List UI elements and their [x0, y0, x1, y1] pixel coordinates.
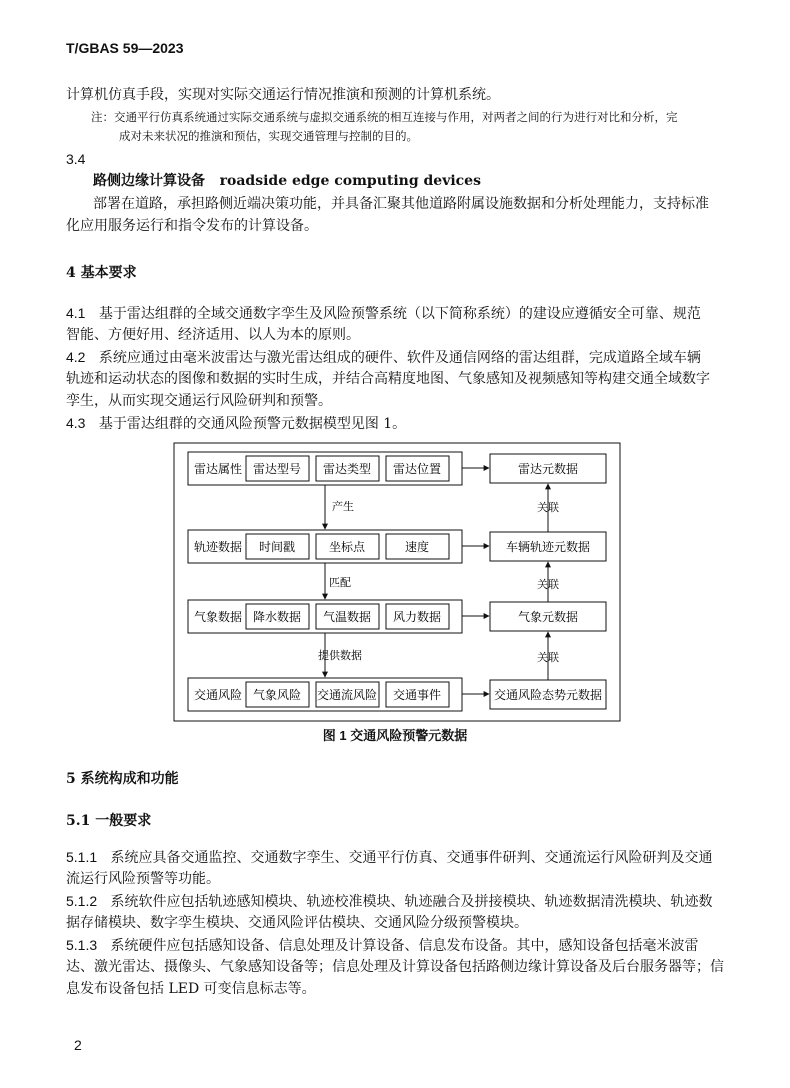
clause-4-3-text: 基于雷达组群的交通风险预警元数据模型见图 1。 [98, 416, 407, 432]
clause-5-1-2-line-2: 据存储模块、数字孪生模块、交通风险评估模块、交通风险分级预警模块。 [66, 915, 528, 931]
term-def-line-1: 部署在道路，承担路侧近端决策功能，并具备汇聚其他道路附属设施数据和分析处理能力，支持标准 [93, 196, 709, 212]
down-arrow-label: 匹配 [329, 576, 351, 589]
meta-label: 气象元数据 [517, 610, 579, 624]
row-label: 雷达属性 [194, 462, 243, 476]
clause-5-1-3-line-2: 达、激光雷达、摄像头、气象感知设备等；信息处理及计算设备包括路侧边缘计算设备及后台服务器等；信 [66, 959, 724, 975]
section-5-1-heading: 5.1 一般要求 [66, 813, 152, 829]
clause-5-1-1-line-1 [66, 846, 713, 869]
clause-4-3-number: 4.3 [66, 415, 86, 431]
row-label: 轨迹数据 [194, 540, 243, 554]
item-label: 坐标点 [328, 540, 366, 554]
clause-4-1-line-2: 智能、方便好用、经济适用、以人为本的原则。 [66, 327, 360, 343]
row-label: 气象数据 [194, 610, 243, 624]
item-label: 风力数据 [392, 610, 442, 624]
note-line-1: 注：交通平行仿真系统通过实际交通系统与虚拟交通系统的相互连接与作用，对两者之间的行为进行对比和分析，完 [91, 110, 678, 124]
item-label: 气温数据 [322, 610, 372, 624]
term-number: 3.4 [66, 151, 86, 167]
clause-5-1-2-text: 系统软件应包括轨迹感知模块、轨迹校准模块、轨迹融合及拼接模块、轨迹数据清洗模块、轨迹数 [110, 894, 713, 910]
clause-5-1-1-text: 系统应具备交通监控、交通数字孪生、交通平行仿真、交通事件研判、交通流运行风险研判及交通 [110, 850, 713, 866]
clause-5-1-3-text: 系统硬件应包括感知设备、信息处理及计算设备、信息发布设备。其中，感知设备包括毫米波雷 [110, 938, 699, 954]
clause-5-1-3-line-1 [66, 934, 699, 957]
up-arrow-label: 关联 [537, 651, 559, 664]
clause-4-2-number: 4.2 [66, 349, 86, 365]
item-label: 交通流风险 [316, 688, 378, 702]
meta-label: 交通风险态势元数据 [493, 688, 603, 702]
item-label: 速度 [404, 540, 430, 554]
meta-label: 雷达元数据 [517, 462, 579, 476]
clause-4-2-text: 系统应通过由毫米波雷达与激光雷达组成的硬件、软件及通信网络的雷达组群，完成道路全域车辆 [98, 350, 701, 366]
clause-5-1-2-line-1 [66, 890, 713, 913]
clause-5-1-3-line-3: 息发布设备包括 LED 可变信息标志等。 [66, 981, 316, 997]
standard-code: T/GBAS 59—2023 [66, 40, 184, 56]
term-cn: 路侧边缘计算设备 [93, 173, 205, 189]
term-def-line-2: 化应用服务运行和指令发布的计算设备。 [66, 218, 318, 234]
clause-4-2-line-2: 轨迹和运动状态的图像和数据的实时生成，并结合高精度地图、气象感知及视频感知等构建交通全域数字 [66, 371, 710, 387]
item-label: 时间戳 [258, 540, 296, 554]
figure-1-caption: 图 1 交通风险预警元数据 [322, 728, 468, 743]
clause-4-1-number: 4.1 [66, 305, 86, 321]
up-arrow-label: 关联 [537, 578, 559, 591]
item-label: 交通事件 [392, 688, 442, 702]
page-number: 2 [74, 1037, 82, 1053]
down-arrow-label: 提供数据 [318, 649, 362, 662]
down-arrow-label: 产生 [332, 500, 354, 513]
meta-label: 车辆轨迹元数据 [505, 540, 591, 554]
section-5-heading: 5 系统构成和功能 [66, 771, 179, 787]
clause-4-1-text: 基于雷达组群的全域交通数字孪生及风险预警系统（以下简称系统）的建设应遵循安全可靠、规范 [98, 306, 701, 322]
clause-5-1-1-line-2: 流运行风险预警等功能。 [66, 871, 220, 887]
term-en: roadside edge computing devices [219, 173, 481, 189]
row-label: 交通风险 [194, 688, 243, 702]
clause-5-1-2-number: 5.1.2 [66, 893, 98, 909]
item-label: 雷达位置 [392, 462, 442, 476]
section-4-heading: 4 基本要求 [66, 265, 137, 281]
item-label: 雷达型号 [252, 462, 302, 476]
clause-5-1-3-number: 5.1.3 [66, 937, 98, 953]
clause-5-1-1-number: 5.1.1 [66, 849, 98, 865]
up-arrow-label: 关联 [537, 501, 559, 514]
note-line-2: 成对未来状况的推演和预估，实现交通管理与控制的目的。 [119, 129, 418, 143]
paragraph-prev-end: 计算机仿真手段，实现对实际交通运行情况推演和预测的计算机系统。 [66, 87, 500, 103]
item-label: 降水数据 [252, 610, 302, 624]
item-label: 气象风险 [252, 688, 302, 702]
clause-4-2-line-3: 孪生，从而实现交通运行风险研判和预警。 [66, 393, 332, 409]
item-label: 雷达类型 [322, 462, 372, 476]
